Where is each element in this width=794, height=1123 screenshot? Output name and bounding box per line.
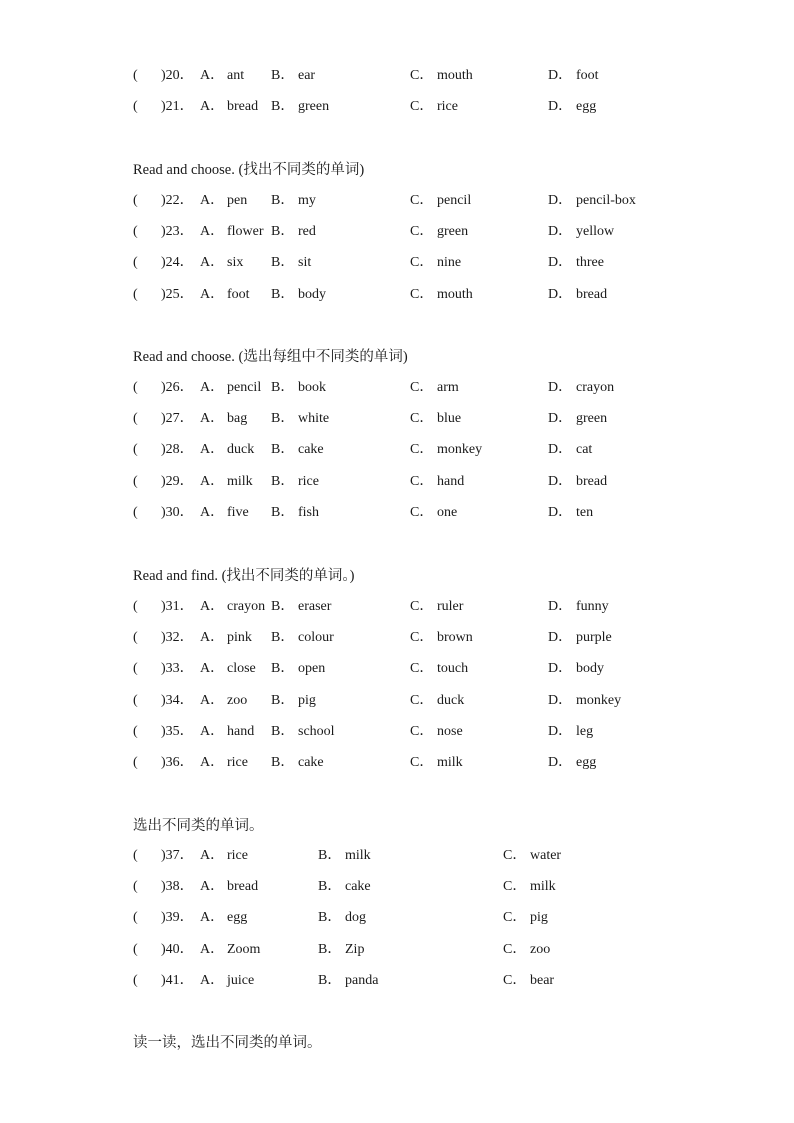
option-d-label: D． [548,692,573,708]
question-row [0,722,794,742]
option-b-label: B． [271,692,295,708]
answer-blank[interactable]: ( [133,661,138,677]
option-d-text: pencil-box [576,193,636,208]
option-a-text: rice [227,755,248,770]
answer-blank[interactable]: ( [133,755,138,770]
option-a-text: pen [227,193,248,208]
question-number: )21． [161,99,194,115]
option-b-label: B． [271,286,295,302]
option-d-text: purple [576,630,612,646]
option-c-label: C． [410,504,434,520]
option-b-text: my [298,193,316,208]
option-a-text: ant [227,68,245,83]
option-d-text: foot [576,68,599,83]
question-row [0,940,794,960]
question-row [0,691,794,711]
section-heading: Read and choose. (选出每组中不同类的单词) [133,349,408,365]
answer-blank[interactable]: ( [133,692,138,708]
answer-blank[interactable]: ( [133,99,138,115]
question-number: )27． [161,411,194,427]
option-d-text: monkey [576,692,622,708]
option-b-label: B． [271,661,295,677]
option-a-label: A． [200,411,225,427]
option-d-label: D． [548,99,573,115]
option-a-label: A． [200,692,225,708]
answer-blank[interactable]: ( [133,411,138,427]
question-row [0,97,794,117]
option-a-text: six [227,255,244,271]
option-d-label: D． [548,630,573,646]
option-c-text: touch [437,661,469,677]
option-c-label: C． [410,630,434,646]
question-number: )41． [161,972,194,988]
question-number: )26． [161,380,194,395]
question-number: )31． [161,599,194,614]
option-d-text: egg [576,99,597,115]
option-c-label: C． [410,599,434,614]
question-row [0,253,794,273]
option-c-text: bear [530,972,555,988]
option-b-label: B． [318,848,342,863]
option-b-label: B． [271,630,295,646]
question-number: )23． [161,224,194,240]
option-b-text: dog [345,910,366,926]
question-number: )39． [161,910,194,926]
option-c-text: monkey [437,442,483,458]
option-d-text: bread [576,473,608,489]
question-number: )40． [161,941,194,957]
question-row [0,971,794,991]
answer-blank[interactable]: ( [133,910,138,926]
option-a-label: A． [200,723,225,739]
option-b-text: red [298,224,316,240]
option-b-text: ear [298,68,316,83]
answer-blank[interactable]: ( [133,68,138,83]
option-a-label: A． [200,941,225,957]
option-a-label: A． [200,442,225,458]
question-number: )38． [161,879,194,895]
option-a-label: A． [200,99,225,115]
option-c-label: C． [410,442,434,458]
option-c-text: rice [437,99,458,115]
answer-blank[interactable]: ( [133,504,138,520]
option-c-label: C． [410,411,434,427]
option-d-text: funny [576,599,609,614]
option-d-label: D． [548,442,573,458]
option-a-text: flower [227,224,264,240]
option-c-text: mouth [437,68,473,83]
option-a-label: A． [200,630,225,646]
answer-blank[interactable]: ( [133,879,138,895]
question-row [0,472,794,492]
option-c-text: milk [437,755,463,770]
option-a-text: bread [227,99,259,115]
question-number: )24． [161,255,194,271]
answer-blank[interactable]: ( [133,599,138,614]
option-d-label: D． [548,755,573,770]
option-b-label: B． [271,193,295,208]
option-b-label: B． [271,599,295,614]
option-a-text: foot [227,286,250,302]
option-c-text: mouth [437,286,473,302]
option-b-text: fish [298,504,319,520]
question-row [0,908,794,928]
question-number: )22． [161,193,194,208]
option-b-text: Zip [345,941,365,957]
option-a-label: A． [200,972,225,988]
option-a-label: A． [200,286,225,302]
option-a-text: close [227,661,256,677]
option-b-text: pig [298,692,316,708]
question-row [0,66,794,86]
option-c-text: pencil [437,193,472,208]
option-d-label: D． [548,473,573,489]
answer-blank[interactable]: ( [133,286,138,302]
option-b-label: B． [271,473,295,489]
option-d-label: D． [548,255,573,271]
option-c-label: C． [503,972,527,988]
option-a-text: juice [227,972,255,988]
option-c-text: one [437,504,458,520]
option-d-label: D． [548,504,573,520]
question-number: )34． [161,692,194,708]
option-d-label: D． [548,380,573,395]
option-b-label: B． [271,442,295,458]
option-b-text: cake [345,879,371,895]
question-number: )28． [161,442,194,458]
question-row [0,846,794,866]
option-c-label: C． [503,848,527,863]
option-b-label: B． [318,910,342,926]
question-row [0,409,794,429]
option-c-text: nose [437,723,463,739]
option-b-label: B． [271,380,295,395]
question-row [0,753,794,773]
option-b-text: panda [345,972,379,988]
option-d-text: bread [576,286,608,302]
option-a-text: crayon [227,599,266,614]
option-a-text: zoo [227,692,248,708]
option-c-label: C． [410,286,434,302]
option-a-label: A． [200,193,225,208]
option-b-label: B． [271,723,295,739]
answer-blank[interactable]: ( [133,193,138,208]
option-a-text: hand [227,723,255,739]
option-c-text: hand [437,473,465,489]
option-c-text: water [530,848,562,863]
option-b-label: B． [271,99,295,115]
option-b-text: school [298,723,335,739]
option-c-label: C． [410,99,434,115]
option-c-text: milk [530,879,556,895]
option-b-text: white [298,411,330,427]
option-c-label: C． [410,692,434,708]
option-b-label: B． [318,941,342,957]
option-d-text: green [576,411,608,427]
option-d-text: cat [576,442,593,458]
question-row [0,378,794,398]
option-c-text: duck [437,692,465,708]
option-b-label: B． [271,68,295,83]
option-a-text: Zoom [227,941,261,957]
option-d-text: three [576,255,604,271]
option-a-label: A． [200,255,225,271]
option-d-text: ten [576,504,594,520]
section-heading: Read and choose. (找出不同类的单词) [133,162,365,178]
option-d-text: egg [576,755,597,770]
answer-blank[interactable]: ( [133,941,138,957]
option-a-text: pencil [227,380,262,395]
question-number: )25． [161,286,194,302]
option-c-label: C． [410,473,434,489]
answer-blank[interactable]: ( [133,630,138,646]
option-a-label: A． [200,910,225,926]
option-a-label: A． [200,879,225,895]
option-b-text: colour [298,630,334,646]
option-d-label: D． [548,193,573,208]
option-b-text: cake [298,442,324,458]
option-c-text: pig [530,910,548,926]
option-b-label: B． [271,224,295,240]
option-c-text: nine [437,255,462,271]
option-b-text: sit [298,255,312,271]
option-c-label: C． [503,941,527,957]
option-c-label: C． [410,224,434,240]
option-b-text: milk [345,848,371,863]
question-row [0,222,794,242]
answer-blank[interactable]: ( [133,255,138,271]
option-b-label: B． [318,972,342,988]
option-c-label: C． [503,910,527,926]
option-b-text: book [298,380,326,395]
option-c-label: C． [410,755,434,770]
option-c-label: C． [410,661,434,677]
option-a-text: pink [227,630,252,646]
option-c-text: brown [437,630,473,646]
option-d-label: D． [548,411,573,427]
option-c-label: C． [503,879,527,895]
question-row [0,659,794,679]
option-d-label: D． [548,286,573,302]
option-a-label: A． [200,380,225,395]
section-heading: 选出不同类的单词。 [133,818,264,834]
question-row [0,285,794,305]
option-d-label: D． [548,661,573,677]
option-a-label: A． [200,68,225,83]
option-a-label: A． [200,224,225,240]
question-number: )37． [161,848,194,863]
option-a-text: five [227,504,249,520]
question-row [0,597,794,617]
section-heading: Read and find. (找出不同类的单词。) [133,568,355,584]
option-d-text: leg [576,723,594,739]
option-b-text: open [298,661,326,677]
option-b-label: B． [271,411,295,427]
question-number: )32． [161,630,194,646]
option-b-text: rice [298,473,319,489]
option-c-label: C． [410,723,434,739]
option-c-text: zoo [530,941,551,957]
option-a-label: A． [200,661,225,677]
option-d-label: D． [548,599,573,614]
question-number: )29． [161,473,194,489]
option-c-text: blue [437,411,462,427]
question-number: )20． [161,68,194,83]
option-d-text: crayon [576,380,615,395]
option-a-text: rice [227,848,248,863]
question-row [0,503,794,523]
option-a-label: A． [200,848,225,863]
answer-blank[interactable]: ( [133,972,138,988]
answer-blank[interactable]: ( [133,224,138,240]
option-c-text: arm [437,380,459,395]
option-c-label: C． [410,380,434,395]
option-b-label: B． [271,255,295,271]
answer-blank[interactable]: ( [133,473,138,489]
option-a-label: A． [200,504,225,520]
answer-blank[interactable]: ( [133,723,138,739]
question-number: )35． [161,723,194,739]
question-row [0,191,794,211]
option-b-text: eraser [298,599,332,614]
question-row [0,440,794,460]
option-d-label: D． [548,68,573,83]
option-c-text: ruler [437,599,464,614]
question-row [0,628,794,648]
option-b-text: cake [298,755,324,770]
option-a-text: egg [227,910,248,926]
option-a-text: bag [227,411,248,427]
answer-blank[interactable]: ( [133,442,138,458]
answer-blank[interactable]: ( [133,848,138,863]
option-c-label: C． [410,255,434,271]
question-row [0,877,794,897]
question-number: )36． [161,755,194,770]
section-heading: 读一读，选出不同类的单词。 [133,1035,322,1051]
option-d-label: D． [548,723,573,739]
option-d-text: body [576,661,604,677]
option-a-text: milk [227,473,253,489]
option-c-label: C． [410,68,434,83]
question-number: )30． [161,504,194,520]
answer-blank[interactable]: ( [133,380,138,395]
option-a-text: duck [227,442,255,458]
option-a-label: A． [200,599,225,614]
option-a-label: A． [200,755,225,770]
option-c-text: green [437,224,469,240]
option-d-text: yellow [576,224,615,240]
option-b-label: B． [318,879,342,895]
option-c-label: C． [410,193,434,208]
option-a-label: A． [200,473,225,489]
option-d-label: D． [548,224,573,240]
option-a-text: bread [227,879,259,895]
option-b-text: green [298,99,330,115]
option-b-label: B． [271,755,295,770]
option-b-text: body [298,286,326,302]
option-b-label: B． [271,504,295,520]
question-number: )33． [161,661,194,677]
